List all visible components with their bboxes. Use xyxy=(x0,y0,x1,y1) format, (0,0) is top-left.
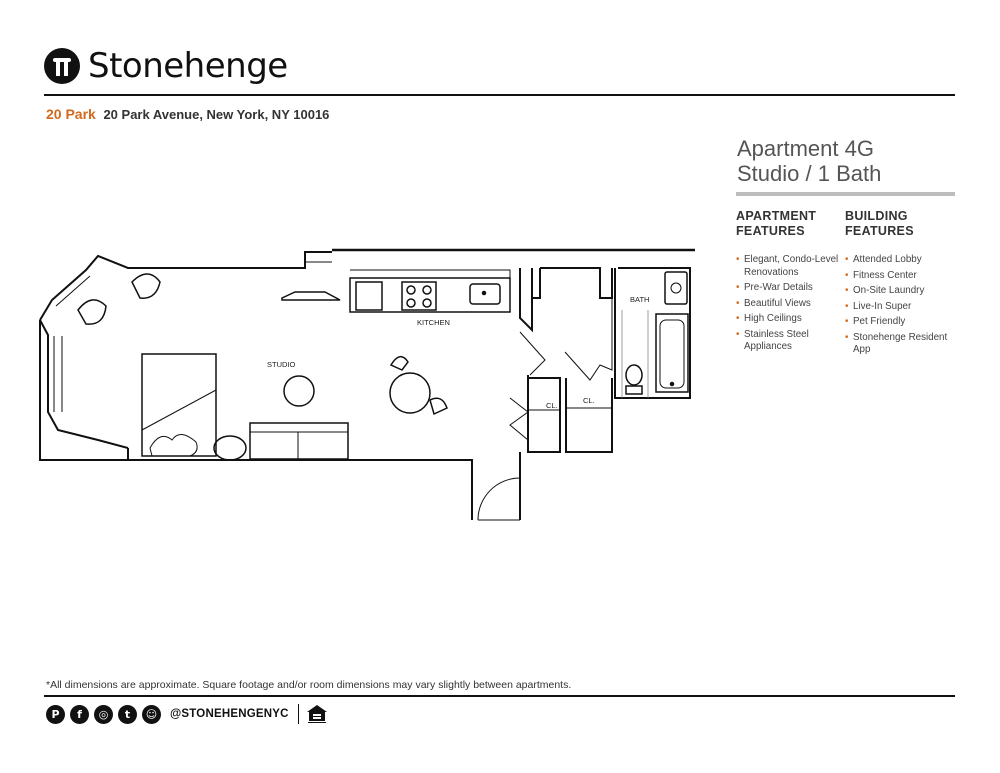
exterior-walls xyxy=(40,250,695,520)
list-item: • Stainless Steel Appliances xyxy=(736,328,809,352)
apartment-features-heading-line1: APARTMENT xyxy=(736,209,817,223)
feature-text: High Ceilings xyxy=(744,313,802,324)
pinterest-icon[interactable]: P xyxy=(46,705,65,724)
instagram-icon[interactable]: ◎ xyxy=(94,705,113,724)
sofa xyxy=(250,423,348,459)
feature-text: Beautiful Views xyxy=(744,297,811,309)
list-item: • Elegant, Condo-Level Renovations xyxy=(736,254,839,278)
feature-text: On-Site Laundry xyxy=(853,285,925,296)
brand-name: Stonehenge xyxy=(88,46,288,86)
apartment-features-heading-line2: FEATURES xyxy=(736,224,805,238)
list-item: • Attended Lobby xyxy=(845,254,922,265)
building-features-heading-line1: BUILDING xyxy=(845,209,908,223)
kitchen-label: KITCHEN xyxy=(417,318,450,327)
snapchat-icon[interactable]: ☺ xyxy=(142,705,161,724)
apartment-title: Apartment 4G xyxy=(737,136,874,161)
list-item: • Beautiful Views xyxy=(736,297,811,309)
facebook-icon[interactable]: f xyxy=(70,705,89,724)
closet-label: CL. xyxy=(546,401,558,410)
list-item: • High Ceilings xyxy=(736,313,802,324)
feature-text: Stonehenge Resident App xyxy=(853,331,948,355)
feature-text: Live-In Super xyxy=(853,300,912,312)
equal-housing-opportunity-icon xyxy=(306,704,328,724)
list-item: • Pre-War Details xyxy=(736,282,813,293)
social-handle[interactable]: @STONEHENGENYC xyxy=(170,708,289,720)
feature-text: Elegant, Condo-Level Renovations xyxy=(744,254,839,278)
bathroom-fixtures xyxy=(622,272,688,398)
list-item: • On-Site Laundry xyxy=(845,285,925,296)
feature-text: Pre-War Details xyxy=(744,282,813,293)
tables-chairs xyxy=(78,274,447,414)
twitter-icon[interactable]: t xyxy=(118,705,137,724)
bath-label: BATH xyxy=(630,295,650,304)
list-item: • Fitness Center xyxy=(845,269,917,281)
feature-text: Stainless Steel Appliances xyxy=(744,328,809,352)
list-item: • Live-In Super xyxy=(845,300,912,312)
footer-divider xyxy=(44,695,955,697)
bed xyxy=(142,354,246,460)
list-item: • Pet Friendly xyxy=(845,316,906,327)
apartment-subtitle: Studio / 1 Bath xyxy=(737,161,882,186)
studio-label: STUDIO xyxy=(267,360,296,369)
building-features-heading-line2: FEATURES xyxy=(845,224,914,238)
property-address: 20 Park Avenue, New York, NY 10016 xyxy=(103,107,330,122)
footer-separator xyxy=(298,704,299,724)
feature-text: Fitness Center xyxy=(853,269,917,281)
feature-text: Pet Friendly xyxy=(853,316,906,327)
social-bar xyxy=(46,704,328,724)
feature-text: Attended Lobby xyxy=(853,254,922,265)
closet-label: CL. xyxy=(583,396,595,405)
kitchen-counters xyxy=(282,270,510,312)
list-item: • Stonehenge Resident App xyxy=(845,331,948,355)
property-name: 20 Park xyxy=(46,106,96,122)
disclaimer: *All dimensions are approximate. Square footage and/or room dimensions may vary slightly between apartments. xyxy=(46,679,572,691)
